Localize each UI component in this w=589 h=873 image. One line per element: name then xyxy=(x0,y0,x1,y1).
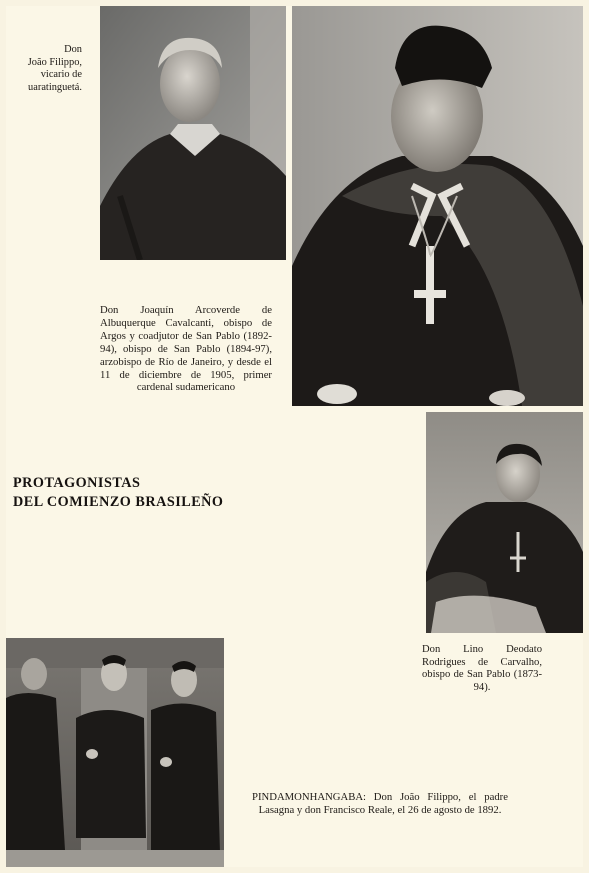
section-heading xyxy=(13,474,223,511)
photo-joao-filippo xyxy=(100,6,286,260)
heading-line-1: PROTAGONISTAS xyxy=(13,475,141,491)
caption-group: PINDAMONHANGABA: Don João Filippo, el padre Lasagna y don Francisco Reale, el 26 de agosto de 1892. xyxy=(252,791,508,816)
caption-filippo: Don João Filippo, vicario de uaratinguetá. xyxy=(27,44,82,93)
photo-group-pindamonhangaba xyxy=(6,638,224,867)
heading-line-2: DEL COMIENZO BRASILEÑO xyxy=(13,493,224,510)
photo-deodato xyxy=(426,412,583,633)
caption-deodato: Don Lino Deodato Rodrigues de Carvalho, obispo de San Pablo (1873-94). xyxy=(422,644,542,694)
photo-arcoverde xyxy=(292,6,583,406)
caption-arcoverde: Don Joaquín Arcoverde de Albuquerque Cavalcanti, obispo de Argos y coadjutor de San Pablo (1892-94), obispo de San Pablo (1894-97), arzobispo de Río de Janeiro, y desde el 11 de diciembre de 1905, primer cardenal sudamericano xyxy=(100,304,272,394)
